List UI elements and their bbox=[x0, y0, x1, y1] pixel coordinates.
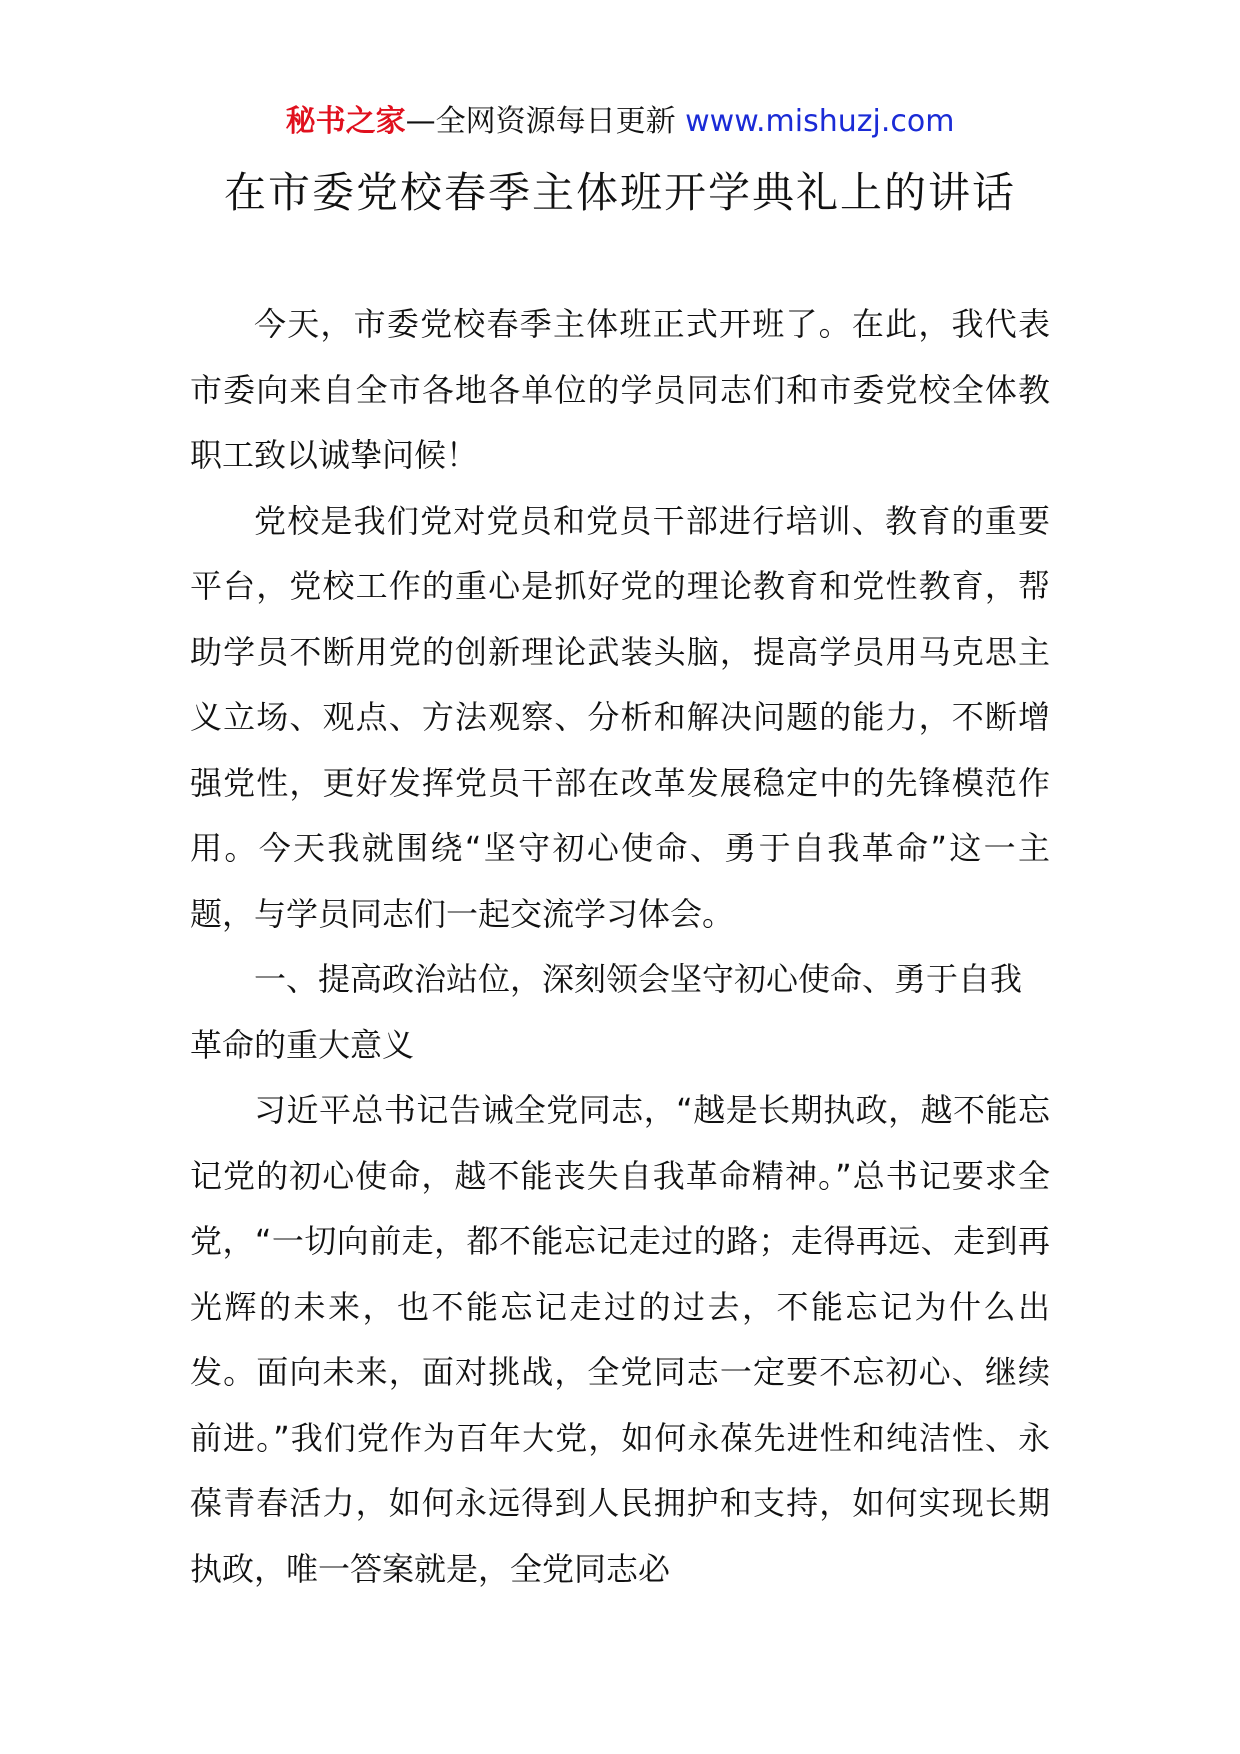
document-body bbox=[190, 292, 1050, 1602]
site-tagline: —全网资源每日更新 bbox=[405, 104, 686, 139]
document-title: 在市委党校春季主体班开学典礼上的讲话 bbox=[223, 168, 1016, 217]
paragraph-opening: 今天，市委党校春季主体班正式开班了。在此，我代表市委向来自全市各地各单位的学员同志们和市委党校全体教职工致以诚挚问候！ bbox=[190, 305, 1050, 474]
site-brand: 秘书之家 bbox=[285, 104, 406, 139]
section-heading-one: 一、提高政治站位，深刻领会坚守初心使命、勇于自我革命的重大意义 bbox=[190, 960, 1023, 1064]
site-header bbox=[0, 102, 1240, 142]
site-url-link[interactable]: www.mishuzj.com bbox=[685, 104, 955, 139]
paragraph-party-school: 党校是我们党对党员和党员干部进行培训、教育的重要平台，党校工作的重心是抓好党的理论教育和党性教育，帮助学员不断用党的创新理论武装头脑，提高学员用马克思主义立场、观点、方法观察、分析和解决问题的能力，不断增强党性，更好发挥党员干部在改革发展稳定中的先锋模范作用。今天我就围绕“坚守初心使命、勇于自我革命”这一主题，与学员同志们一起交流学习体会。 bbox=[190, 501, 1050, 933]
paragraph-quote: 习近平总书记告诫全党同志，“越是长期执政，越不能忘记党的初心使命，越不能丧失自我革命精神。”总书记要求全党，“一切向前走，都不能忘记走过的路；走得再远、走到再光辉的未来，也不能忘记走过的过去，不能忘记为什么出发。面向未来，面对挑战，全党同志一定要不忘初心、继续前进。”我们党作为百年大党，如何永葆先进性和纯洁性、永葆青春活力，如何永远得到人民拥护和支持，如何实现长期执政，唯一答案就是，全党同志必 bbox=[190, 1091, 1050, 1588]
